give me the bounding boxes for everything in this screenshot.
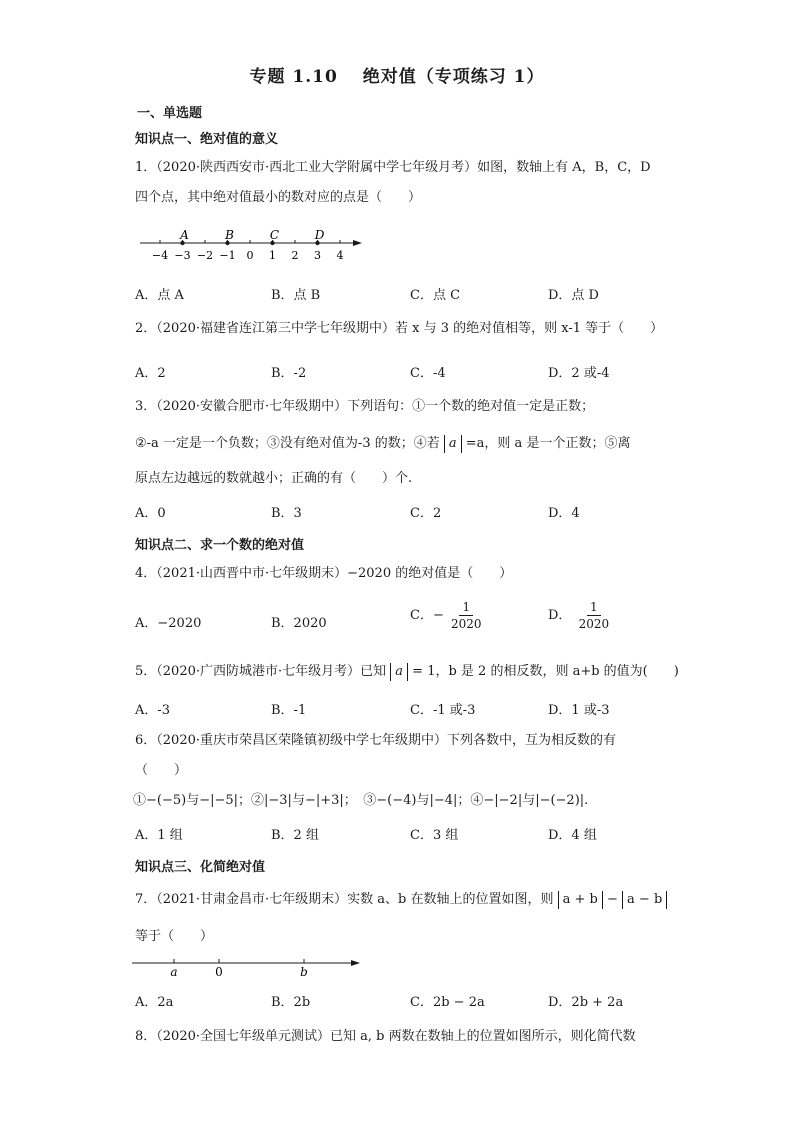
q5-option-d[interactable]: D．1 或-3 xyxy=(548,703,610,718)
point-label: D xyxy=(314,228,325,242)
fraction-denominator: 2020 xyxy=(450,617,482,631)
abs-variable: a xyxy=(395,664,404,679)
tick-label: 4 xyxy=(336,249,344,262)
q7-text-part1: 7．（2021·甘肃金昌市·七年级期末）实数 a、b 在数轴上的位置如图，则 xyxy=(135,892,554,907)
point-label: B xyxy=(225,228,234,242)
q3-option-d[interactable]: D．4 xyxy=(548,506,580,521)
q2-option-c[interactable]: C．-4 xyxy=(410,366,446,381)
point-label: A xyxy=(180,228,189,242)
number-line-figure xyxy=(140,228,370,264)
tick-label: −1 xyxy=(219,249,236,262)
q6-option-b[interactable]: B．2 组 xyxy=(271,828,319,843)
minus-sign: − xyxy=(606,892,618,907)
label-a: a xyxy=(170,965,178,979)
question-7-text xyxy=(135,890,667,910)
q7-option-b[interactable]: B．2b xyxy=(271,995,311,1010)
q4-option-b[interactable]: B．2020 xyxy=(271,616,327,631)
axis-arrow xyxy=(353,240,362,246)
absolute-value-expr xyxy=(622,891,667,909)
tick-label: −2 xyxy=(196,249,214,262)
q2-option-b[interactable]: B．-2 xyxy=(271,366,307,381)
tick-label: 2 xyxy=(291,249,299,262)
knowledge-point-heading: 知识点三、化简绝对值 xyxy=(135,860,266,875)
knowledge-point-heading: 知识点一、绝对值的意义 xyxy=(135,132,279,147)
label-zero: 0 xyxy=(215,965,223,979)
page-title: 专题 1.10 绝对值（专项练习 1） xyxy=(249,67,545,87)
absolute-value-expr xyxy=(558,891,603,909)
q6-option-d[interactable]: D．4 组 xyxy=(548,828,597,843)
q3-text-part1: ②-a 一定是一个负数；③没有绝对值为-3 的数；④若 xyxy=(135,436,440,451)
q1-option-a[interactable]: A．点 A xyxy=(135,288,184,303)
q3-option-b[interactable]: B．3 xyxy=(271,506,302,521)
question-8-text: 8．（2020·全国七年级单元测试）已知 a, b 两数在数轴上的位置如图所示，则化简代数 xyxy=(135,1029,636,1044)
q2-option-a[interactable]: A．2 xyxy=(135,366,166,381)
fraction-denominator: 2020 xyxy=(578,617,610,631)
abs-variable: a xyxy=(448,436,457,451)
tick-label: −4 xyxy=(151,249,169,262)
abs-expression: a + b xyxy=(562,892,598,907)
q7-option-a[interactable]: A．2a xyxy=(135,995,174,1010)
question-3-text-end: 原点左边越远的数就越小；正确的有（ ）个. xyxy=(135,471,413,486)
q4-option-c-label: C．− xyxy=(410,608,444,623)
axis-arrow xyxy=(351,960,360,966)
fraction-numerator: 1 xyxy=(587,599,601,616)
q4-option-d[interactable] xyxy=(548,599,612,632)
abs-expression: a − b xyxy=(627,892,663,907)
tick-label: 0 xyxy=(246,249,254,262)
label-b: b xyxy=(300,965,308,979)
fraction-numerator: 1 xyxy=(459,599,473,616)
question-3-text-cont xyxy=(135,434,630,454)
q5-option-b[interactable]: B．-1 xyxy=(271,703,307,718)
absolute-value-expr xyxy=(390,663,408,681)
question-1-text-cont: 四个点，其中绝对值最小的数对应的点是（ ） xyxy=(135,190,422,205)
q5-option-c[interactable]: C．-1 或-3 xyxy=(410,703,476,718)
q4-option-d-label: D． xyxy=(548,608,572,623)
fraction xyxy=(576,599,613,632)
q6-option-c[interactable]: C．3 组 xyxy=(410,828,459,843)
q7-option-c[interactable]: C．2b − 2a xyxy=(410,995,485,1010)
question-2-text: 2．（2020·福建省连江第三中学七年级期中）若 x 与 3 的绝对值相等，则 x-1 等于（ ） xyxy=(135,321,664,336)
tick-label: −3 xyxy=(174,249,191,262)
number-line-figure xyxy=(132,952,367,980)
question-4-text: 4．（2021·山西晋中市·七年级期末）−2020 的绝对值是（ ） xyxy=(135,566,513,581)
q7-option-d[interactable]: D．2b + 2a xyxy=(548,995,624,1010)
q1-option-d[interactable]: D．点 D xyxy=(548,288,599,303)
point-label: C xyxy=(269,228,280,242)
question-6-pairs: ①−(−5)与−|−5|；②|−3|与−|+3|； ③−(−4)与|−4|；④−|−2|与|−(−2)|. xyxy=(133,793,589,808)
q5-text-part1: 5．（2020·广西防城港市·七年级月考）已知 xyxy=(135,664,387,679)
tick-label: 3 xyxy=(314,249,321,262)
q3-option-c[interactable]: C．2 xyxy=(410,506,442,521)
q1-option-c[interactable]: C．点 C xyxy=(410,288,461,303)
q5-text-part2: = 1，b 是 2 的相反数，则 a+b 的值为( ) xyxy=(412,664,679,679)
q3-option-a[interactable]: A．0 xyxy=(135,506,166,521)
q4-option-a[interactable]: A．−2020 xyxy=(135,616,202,631)
knowledge-point-heading: 知识点二、求一个数的绝对值 xyxy=(135,538,305,553)
question-6-text-cont: （ ） xyxy=(135,763,188,778)
question-6-text: 6．（2020·重庆市荣昌区荣隆镇初级中学七年级期中）下列各数中，互为相反数的有 xyxy=(135,733,616,748)
q5-option-a[interactable]: A．-3 xyxy=(135,703,171,718)
question-1-text: 1．（2020·陕西西安市·西北工业大学附属中学七年级月考）如图，数轴上有 A，B，C，D xyxy=(135,160,651,175)
absolute-value-expr xyxy=(444,435,462,453)
q4-option-c[interactable] xyxy=(410,599,485,632)
q3-text-part2: =a，则 a 是一个正数；⑤离 xyxy=(465,436,631,451)
question-5-text xyxy=(135,662,679,682)
q1-option-b[interactable]: B．点 B xyxy=(271,288,321,303)
tick-label: 1 xyxy=(269,249,276,262)
question-3-text: 3．（2020·安徽合肥市·七年级期中）下列语句：①一个数的绝对值一定是正数； xyxy=(135,399,595,414)
q2-option-d[interactable]: D．2 或-4 xyxy=(548,366,610,381)
fraction xyxy=(448,599,485,632)
section-heading: 一、单选题 xyxy=(137,106,203,121)
question-7-text-cont: 等于（ ） xyxy=(135,929,214,944)
q6-option-a[interactable]: A．1 组 xyxy=(135,828,183,843)
